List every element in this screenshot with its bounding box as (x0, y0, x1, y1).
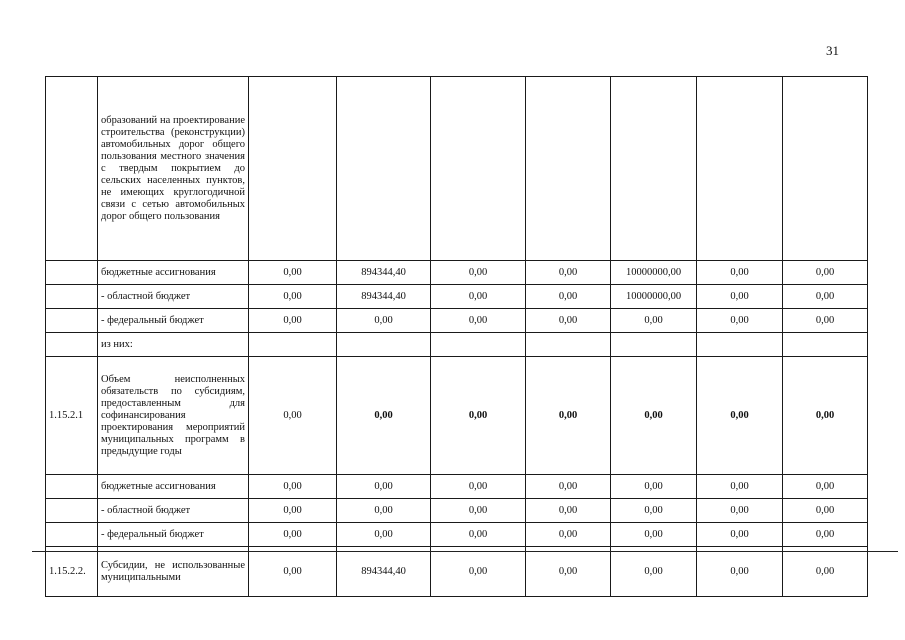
value-cell: 0,00 (697, 309, 783, 333)
value-cell: 0,00 (249, 309, 337, 333)
table-row (46, 77, 868, 261)
value-cell: 10000000,00 (611, 285, 697, 309)
value-cell: 0,00 (431, 261, 526, 285)
value-cell (697, 333, 783, 357)
row-label: - федеральный бюджет (98, 309, 249, 333)
table-row (46, 285, 868, 309)
value-cell: 0,00 (783, 357, 868, 475)
value-cell: 0,00 (431, 357, 526, 475)
table-row (46, 261, 868, 285)
row-code (46, 261, 98, 285)
row-label: - областной бюджет (98, 285, 249, 309)
value-cell: 0,00 (611, 357, 697, 475)
value-cell: 0,00 (783, 523, 868, 547)
value-cell: 0,00 (431, 309, 526, 333)
value-cell: 0,00 (431, 475, 526, 499)
row-label: из них: (98, 333, 249, 357)
value-cell: 0,00 (337, 475, 431, 499)
row-code (46, 499, 98, 523)
row-description: Объем неисполненных обязательств по субсидиям, предоставленным для софинансирования проектирования мероприятий муниципальных программ в предыдущие годы (98, 357, 249, 475)
table-row (46, 523, 868, 547)
value-cell (783, 77, 868, 261)
value-cell: 0,00 (783, 547, 868, 597)
value-cell: 0,00 (697, 499, 783, 523)
value-cell: 0,00 (611, 523, 697, 547)
value-cell: 894344,40 (337, 261, 431, 285)
table-row (46, 333, 868, 357)
value-cell: 0,00 (431, 547, 526, 597)
value-cell: 0,00 (249, 499, 337, 523)
value-cell: 10000000,00 (611, 261, 697, 285)
value-cell: 0,00 (526, 475, 611, 499)
row-code: 1.15.2.2. (46, 547, 98, 597)
table-row (46, 499, 868, 523)
row-code (46, 285, 98, 309)
value-cell: 0,00 (249, 547, 337, 597)
budget-table (45, 76, 868, 597)
value-cell: 0,00 (431, 499, 526, 523)
table-row (46, 475, 868, 499)
value-cell (526, 77, 611, 261)
row-code (46, 309, 98, 333)
value-cell: 0,00 (697, 475, 783, 499)
value-cell: 0,00 (783, 475, 868, 499)
value-cell (611, 333, 697, 357)
row-code (46, 523, 98, 547)
value-cell: 0,00 (697, 357, 783, 475)
value-cell (526, 333, 611, 357)
value-cell: 0,00 (337, 523, 431, 547)
value-cell: 0,00 (337, 499, 431, 523)
value-cell (337, 77, 431, 261)
row-code (46, 77, 98, 261)
value-cell: 0,00 (783, 285, 868, 309)
row-label: - областной бюджет (98, 499, 249, 523)
value-cell: 0,00 (249, 357, 337, 475)
value-cell: 0,00 (783, 499, 868, 523)
value-cell: 0,00 (526, 499, 611, 523)
value-cell: 0,00 (697, 523, 783, 547)
value-cell: 0,00 (526, 285, 611, 309)
strikethrough-line (32, 551, 898, 552)
value-cell: 0,00 (697, 261, 783, 285)
value-cell: 0,00 (611, 309, 697, 333)
value-cell: 0,00 (783, 261, 868, 285)
row-code: 1.15.2.1 (46, 357, 98, 475)
value-cell: 0,00 (697, 547, 783, 597)
row-label: бюджетные ассигнования (98, 261, 249, 285)
value-cell: 0,00 (526, 523, 611, 547)
value-cell: 0,00 (337, 357, 431, 475)
value-cell: 0,00 (697, 285, 783, 309)
value-cell: 894344,40 (337, 547, 431, 597)
value-cell: 0,00 (249, 523, 337, 547)
page-number: 31 (826, 43, 839, 58)
value-cell: 0,00 (611, 475, 697, 499)
row-label: - федеральный бюджет (98, 523, 249, 547)
value-cell (431, 77, 526, 261)
row-code (46, 475, 98, 499)
value-cell (337, 333, 431, 357)
row-description: образований на проектирование строительства (реконструкции) автомобильных дорог общего пользования местного значения с твердым покрытием до сельских населенных пунктов, не имеющих круглогодичной связи с сетью автомобильных дорог общего пользования (98, 77, 249, 261)
table-row (46, 547, 868, 597)
value-cell: 0,00 (337, 309, 431, 333)
row-label: бюджетные ассигнования (98, 475, 249, 499)
value-cell (783, 333, 868, 357)
value-cell: 0,00 (431, 285, 526, 309)
value-cell: 0,00 (526, 547, 611, 597)
value-cell: 0,00 (611, 547, 697, 597)
value-cell: 0,00 (526, 261, 611, 285)
value-cell: 0,00 (249, 475, 337, 499)
value-cell (249, 333, 337, 357)
value-cell: 0,00 (431, 523, 526, 547)
value-cell (697, 77, 783, 261)
value-cell: 0,00 (611, 499, 697, 523)
table-row (46, 357, 868, 475)
value-cell (249, 77, 337, 261)
value-cell: 894344,40 (337, 285, 431, 309)
value-cell (431, 333, 526, 357)
row-code (46, 333, 98, 357)
value-cell: 0,00 (783, 309, 868, 333)
value-cell (611, 77, 697, 261)
table-row (46, 309, 868, 333)
value-cell: 0,00 (526, 309, 611, 333)
value-cell: 0,00 (249, 285, 337, 309)
row-description: Субсидии, не использованные муниципальными (98, 547, 249, 597)
value-cell: 0,00 (249, 261, 337, 285)
value-cell: 0,00 (526, 357, 611, 475)
